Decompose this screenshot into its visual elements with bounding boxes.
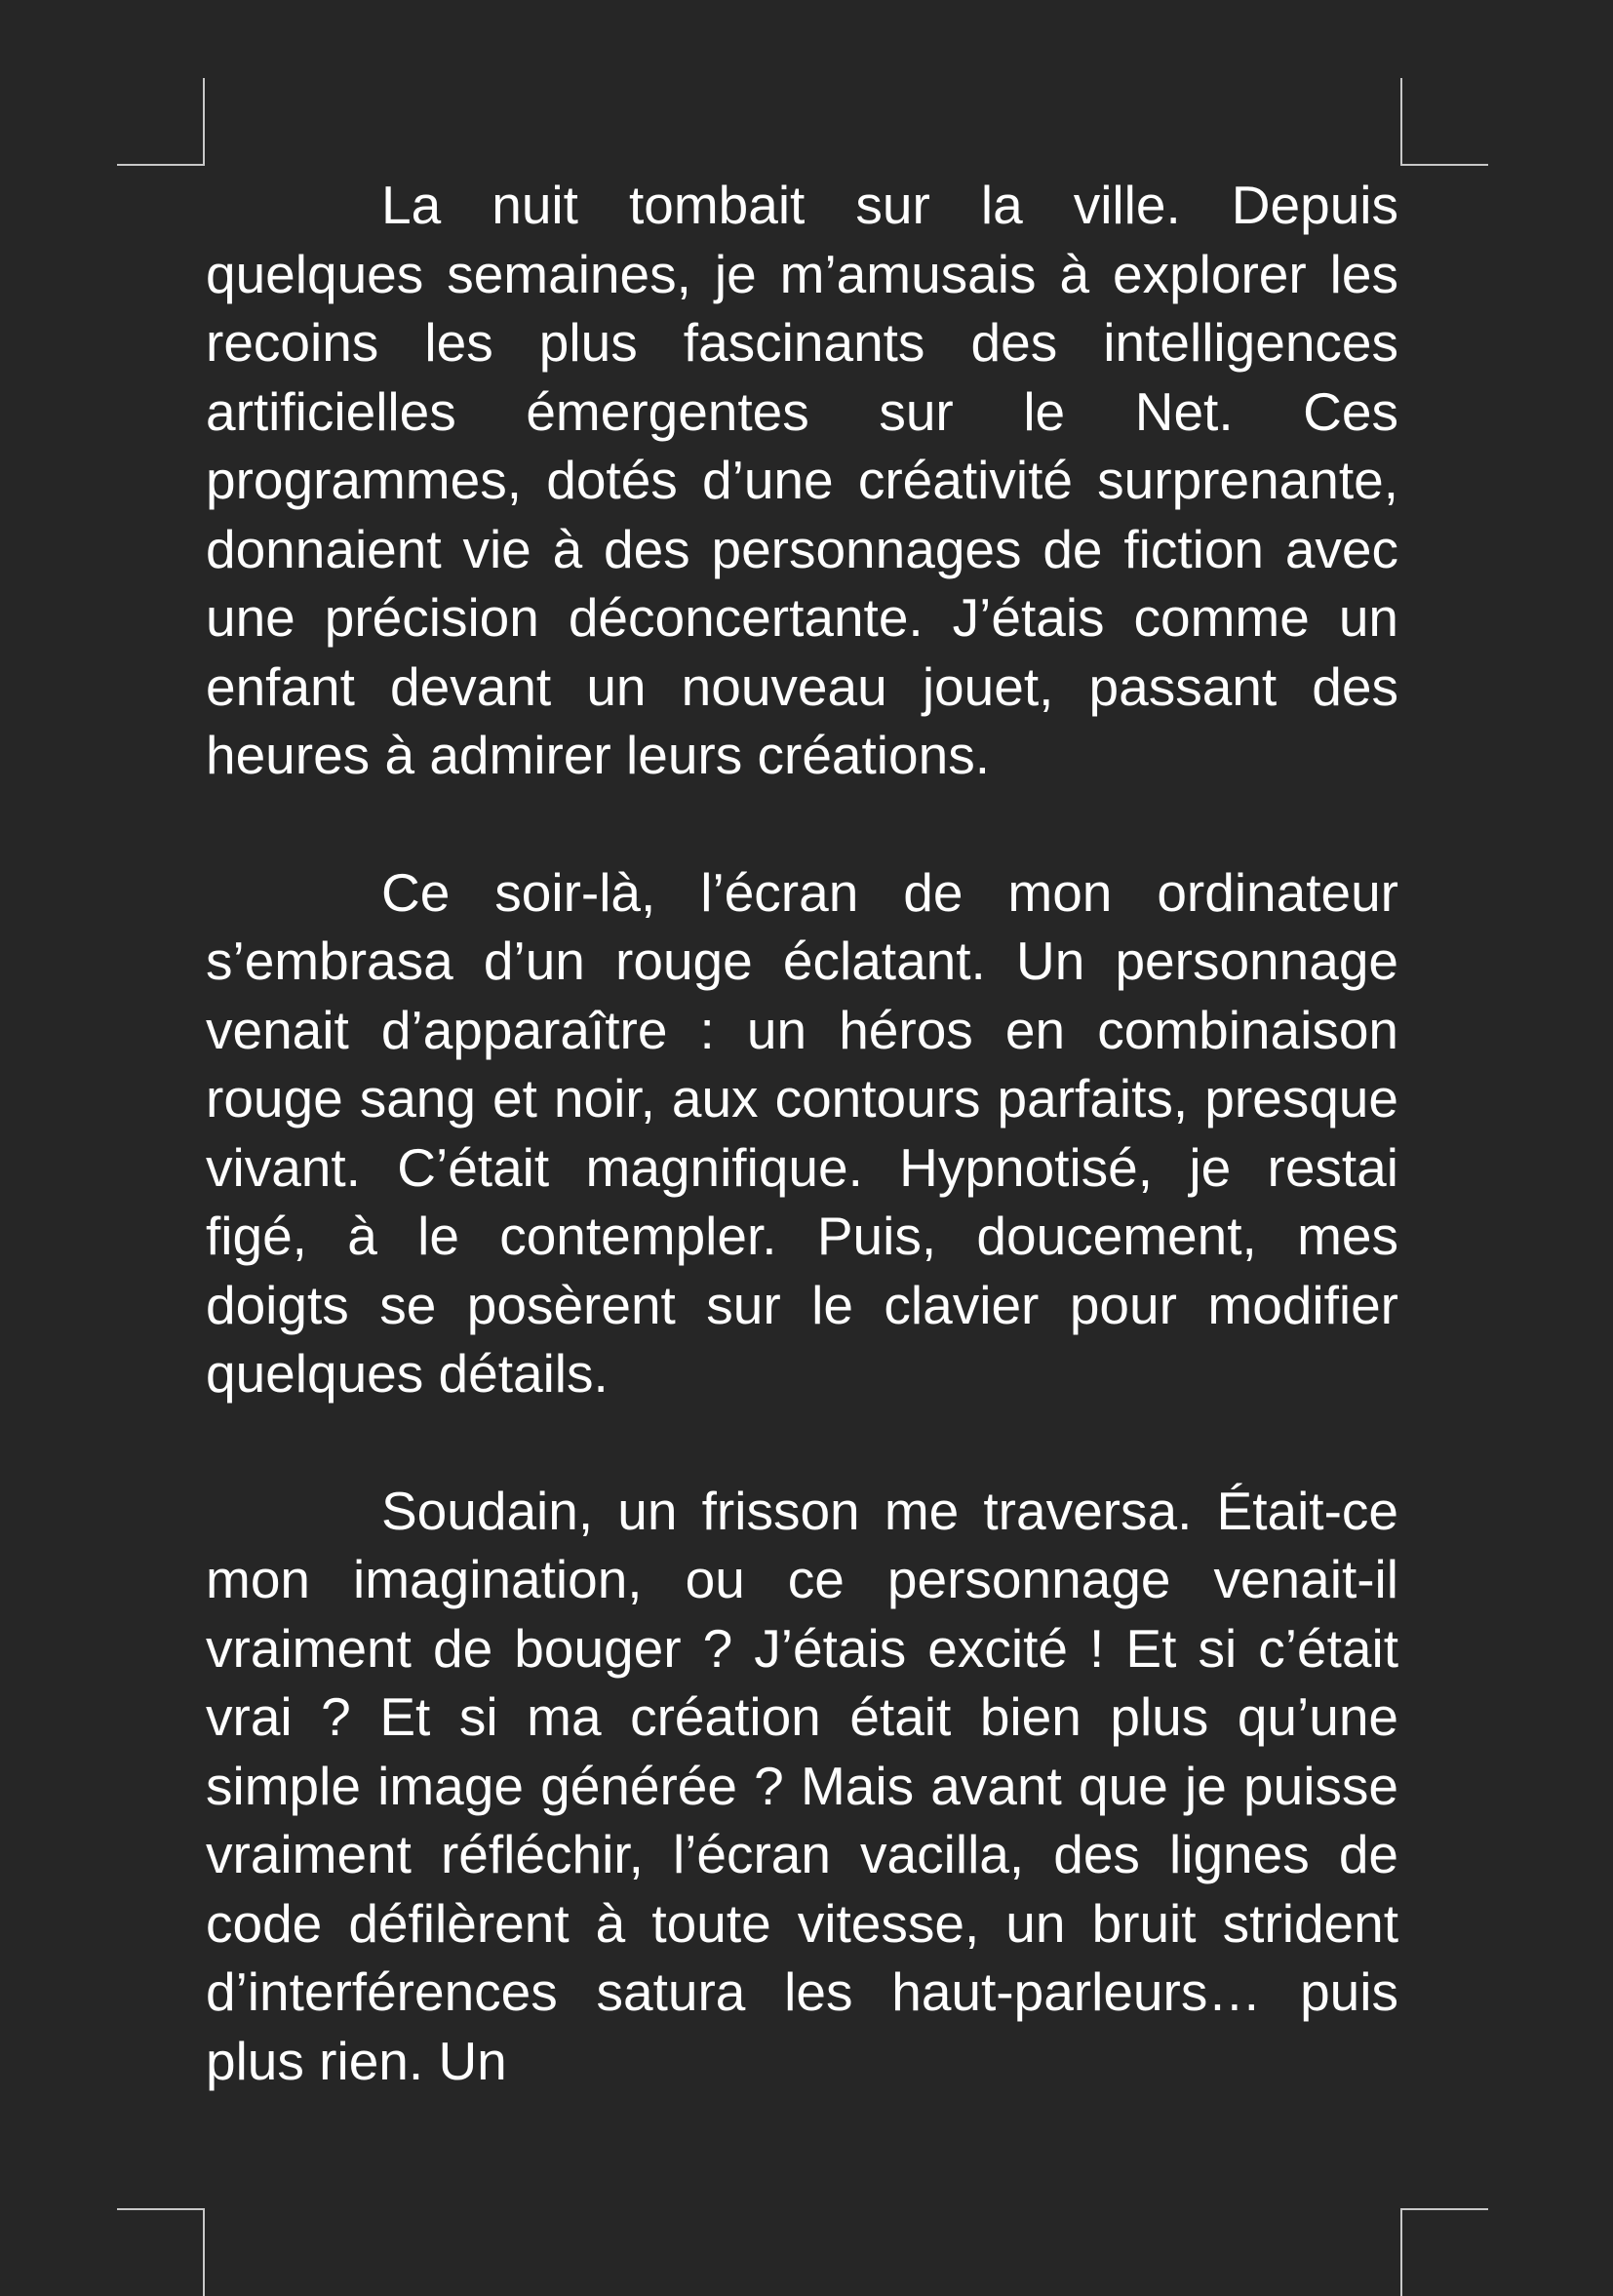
crop-mark-bottom-right: [1400, 2208, 1488, 2296]
crop-mark-bottom-left: [117, 2208, 205, 2296]
document-body[interactable]: [206, 171, 1398, 2209]
paragraph-3: Soudain, un frisson me traversa. Était-ce mon imagination, ou ce personnage venait-il vraiment de bouger ? J’étais excité ! Et si c’était vrai ? Et si ma création était bien plus qu’une simple image générée ? Mais avant que je puisse vraiment réfléchir, l’écran vacilla, des lignes de code défilèrent à toute vitesse, un bruit strident d’interférences satura les haut-parleurs… puis plus rien. Un: [206, 1480, 1398, 2091]
crop-mark-top-left: [117, 78, 205, 166]
paragraph-1: La nuit tombait sur la ville. Depuis quelques semaines, je m’amusais à explorer les recoins les plus fascinants des intelligences artificielles émergentes sur le Net. Ces programmes, dotés d’une créativité surprenante, donnaient vie à des personnages de fiction avec une précision déconcertante. J’étais comme un enfant devant un nouveau jouet, passant des heures à admirer leurs créations.: [206, 175, 1398, 785]
paragraph-2: Ce soir-là, l’écran de mon ordinateur s’embrasa d’un rouge éclatant. Un personnage venait d’apparaître : un héros en combinaison rouge sang et noir, aux contours parfaits, presque vivant. C’était magnifique. Hypnotisé, je restai figé, à le contempler. Puis, doucement, mes doigts se posèrent sur le clavier pour modifier quelques détails.: [206, 861, 1398, 1404]
crop-mark-top-right: [1400, 78, 1488, 166]
